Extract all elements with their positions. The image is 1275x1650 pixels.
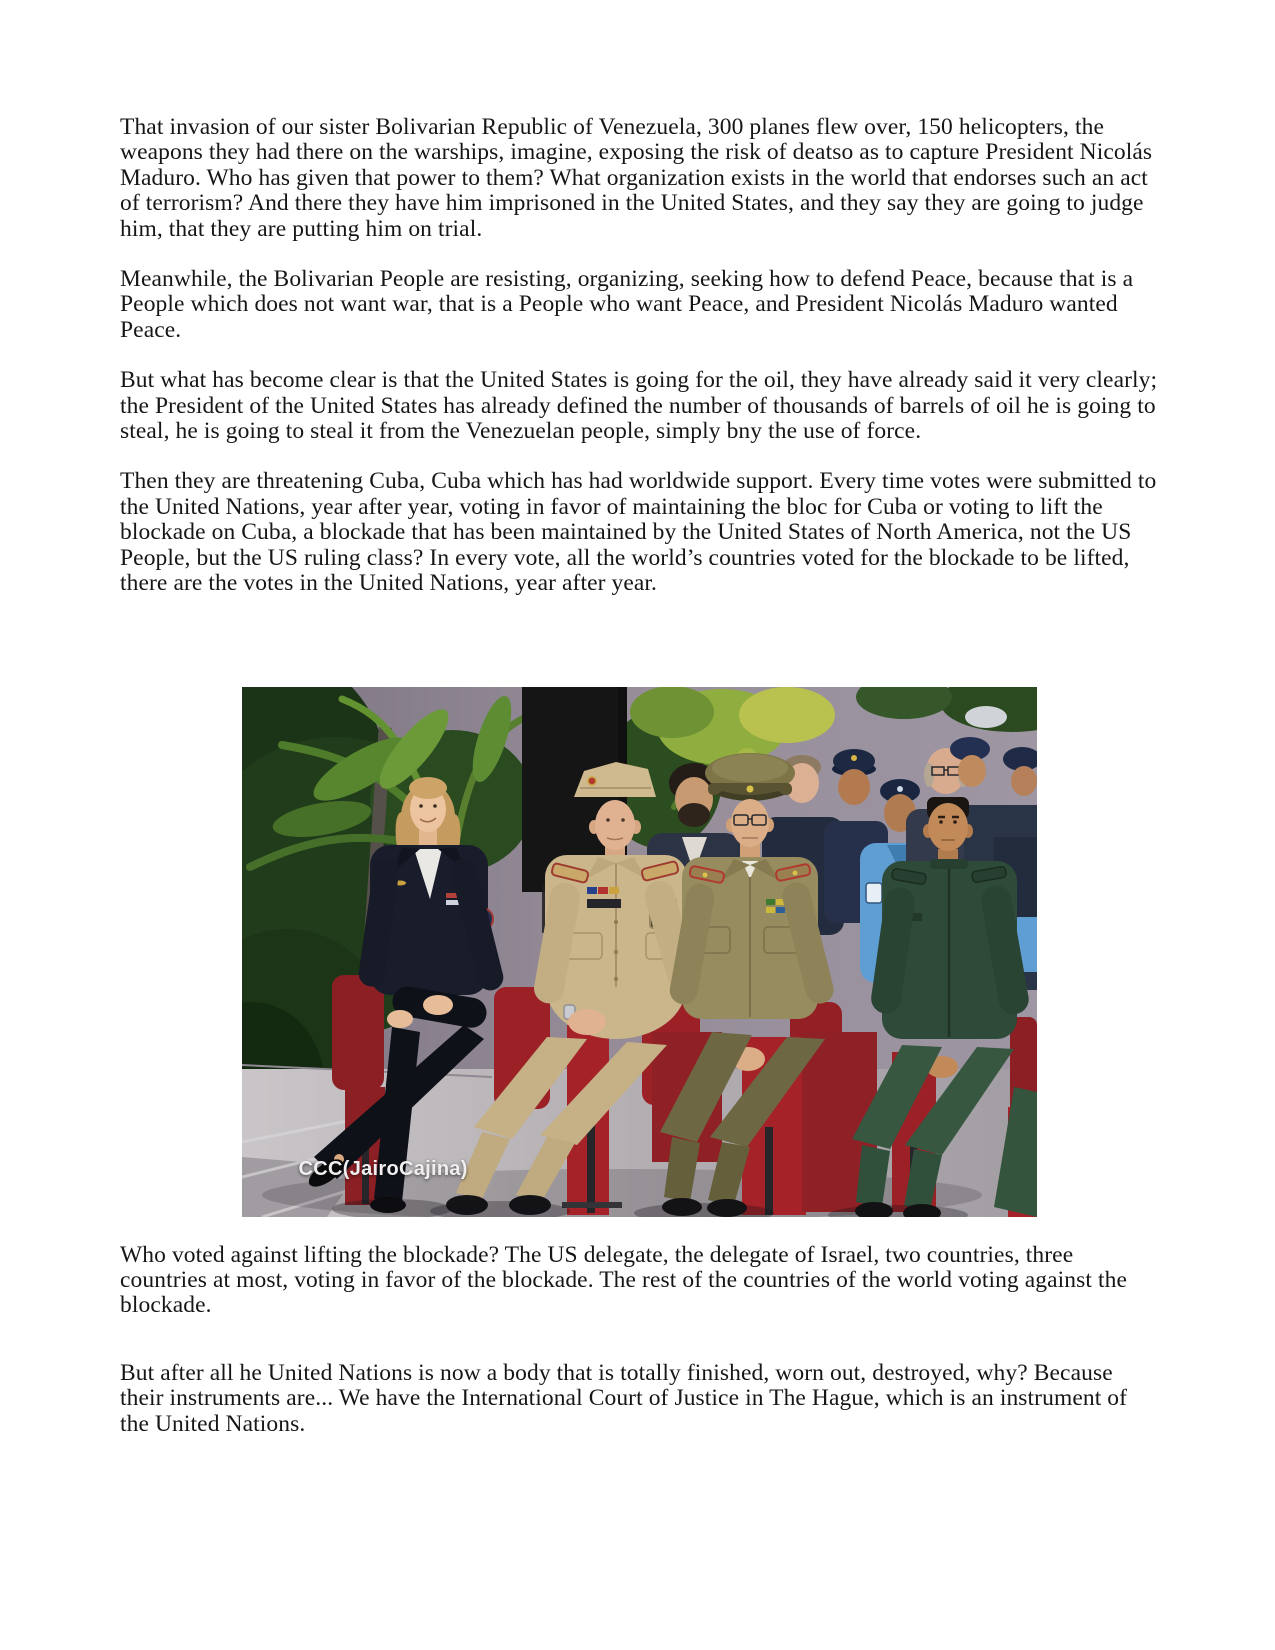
paragraph-5: Who voted against lifting the blockade? The US delegate, the delegate of Israel, two countries, three countries at most, voting in favor of the blockade. The rest of the countries of the world voting against the blockade.: [120, 1241, 1128, 1319]
paragraph-4: Then they are threatening Cuba, Cuba which has had worldwide support. Every time votes were submitted to the United Nations, year after year, voting in favor of maintaining the bloc for Cuba or voting to lift the blockade on Cuba, a blockade that has been maintained by the United States of North America, not the US People, but the US ruling class? In every vote, all the world’s countries voted for the blockade to be lifted, there are the votes in the United Nations, year after year.: [120, 468, 1157, 597]
paragraph-3: But what has become clear is that the United States is going for the oil, they have already said it very clearly; the President of the United States has already defined the number of thousands of barrels of oil he is going to steal, he is going to steal it from the Venezuelan people, simply bny the use of force.: [120, 367, 1158, 445]
photo-illustration: [242, 687, 1037, 1217]
paragraph-6: But after all he United Nations is now a body that is totally finished, worn out, destroyed, why? Because their instruments are... We have the International Court of Justice in The Hague, which is an instrument of the United Nations.: [120, 1359, 1128, 1437]
photo-caption: CCC(JairoCajina): [298, 1157, 468, 1180]
article-photo: [242, 687, 1037, 1217]
paragraph-1: That invasion of our sister Bolivarian Republic of Venezuela, 300 planes flew over, 150 helicopters, the weapons they had there on the warships, imagine, exposing the risk of deatso as to capture President Nicolás Maduro. Who has given that power to them? What organization exists in the world that endorses such an act of terrorism? And there they have him imprisoned in the United States, and they say they are going to judge him, that they are putting him on trial.: [120, 114, 1153, 242]
paragraph-2: Meanwhile, the Bolivarian People are resisting, organizing, seeking how to defend Peace, because that is a People which does not want war, that is a People who want Peace, and President Nicolás Maduro wanted Peace.: [120, 266, 1134, 343]
